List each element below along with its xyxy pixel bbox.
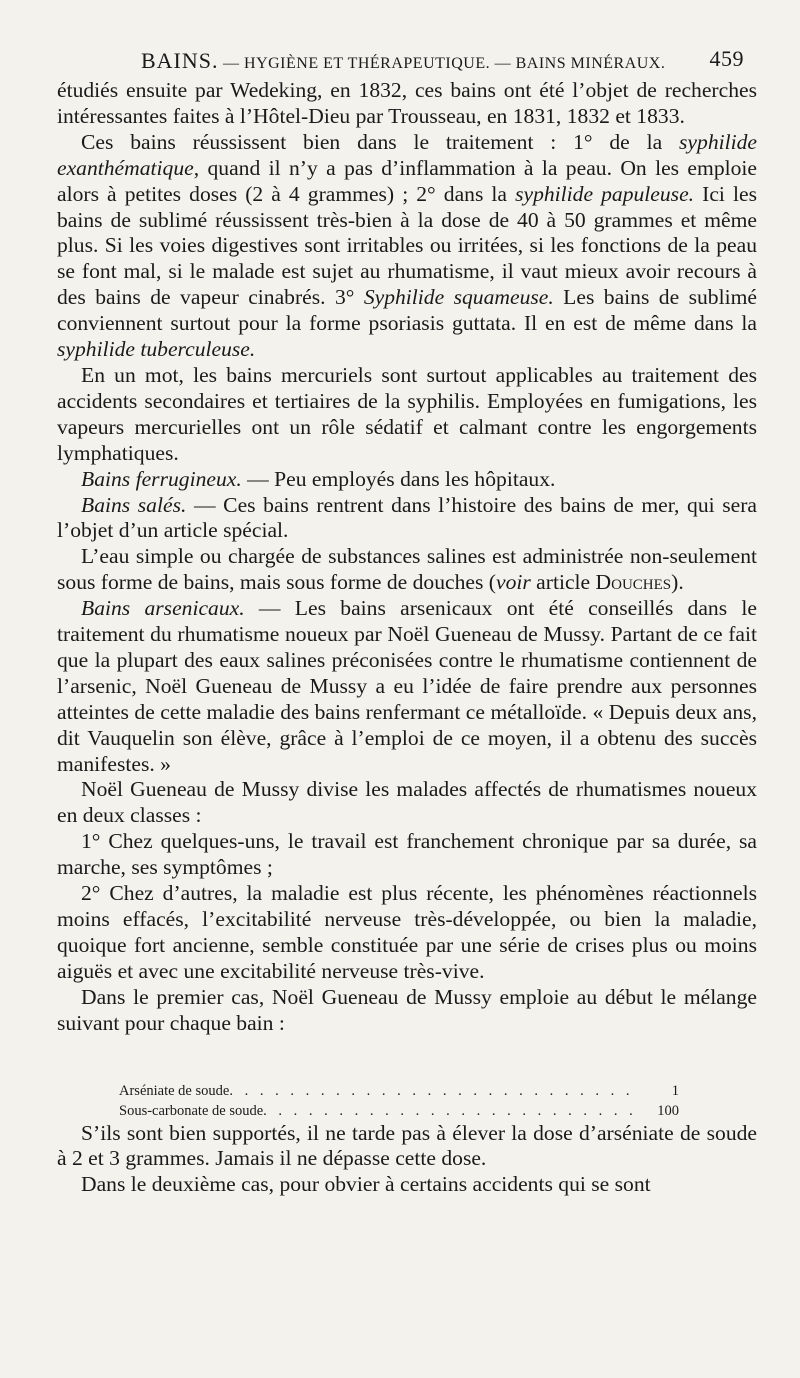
- running-header: [57, 44, 756, 78]
- italic-term: syphilide tuberculeuse.: [57, 337, 256, 362]
- recipe-row: [119, 1101, 679, 1121]
- italic-term: voir: [495, 570, 531, 595]
- body-text: [57, 78, 757, 1198]
- page-number: 459: [709, 46, 744, 71]
- text-run: — Ces bains rentrent dans l’histoire des bains de mer, qui sera l’objet d’un article spécial.: [57, 492, 757, 543]
- dot-leader: [263, 1101, 639, 1121]
- paragraph: 1° Chez quelques-uns, le travail est franchement chronique par sa durée, sa marche, ses symptômes ;: [57, 829, 757, 880]
- text-run: — Peu employés dans les hôpitaux.: [241, 466, 556, 491]
- recipe-table: [119, 1081, 679, 1121]
- paragraph: En un mot, les bains mercuriels sont surtout applicables au traitement des accidents secondaires et tertiaires de la syphilis. Employées en fumigations, les vapeurs mercurielles ont un rôle sédatif et calmant contre les engorgements lymphatiques.: [57, 362, 757, 465]
- paragraph: [57, 467, 757, 493]
- italic-term: syphilide exanthématique: [57, 129, 757, 180]
- paragraph: S’ils sont bien supportés, il ne tarde pas à élever la dose d’arséniate de soude à 2 et 3 grammes. Jamais il ne dépasse cette dose.: [57, 1120, 757, 1171]
- text-run: Ici les bains de sublimé réussissent très-bien à la dose de 40 à 50 grammes et même plus. Si les voies digestives sont irritables ou irritées, si les fonctions de la peau se font mal, si le malade est sujet au rhumatisme, il vaut mieux avoir recours à des bains de vapeur cinabrés. 3°: [57, 181, 757, 310]
- header-dash: —: [223, 55, 240, 72]
- text-run: — Les bains arsenicaux ont été conseillés dans le traitement du rhumatisme noueux par Noël Gueneau de Mussy. Partant de ce fait que la plupart des eaux salines préconisées contre le rhumatisme contiennent de l’arsenic, Noël Gueneau de Mussy a eu l’idée de faire prendre aux personnes atteintes de cette maladie des bains renfermant ce métalloïde. « Depuis deux ans, dit Vauquelin son élève, grâce à l’emploi de ce moyen, il a obtenu des succès manifestes. »: [57, 596, 757, 776]
- text-run: L’eau simple ou chargée de substances salines est administrée non-seulement sous forme de bains, mais sous forme de douches (: [57, 544, 757, 595]
- recipe-label: Sous-carbonate de soude: [119, 1102, 264, 1119]
- italic-term: syphilide papuleuse.: [515, 181, 695, 206]
- text-run: , quand il n’y a pas d’inflammation à la peau. On les emploie alors à petites doses (2 à 4 grammes) ; 2° dans la: [57, 155, 757, 206]
- paragraph: [57, 544, 757, 596]
- text-run: Ces bains réussissent bien dans le traitement : 1° de la: [81, 129, 680, 154]
- text-run: Les bains de sublimé conviennent surtout pour la forme psoriasis guttata. Il en est de même dans la: [57, 285, 757, 336]
- recipe-label: Arséniate de soude: [119, 1082, 230, 1099]
- italic-heading: Bains ferrugineux.: [81, 466, 242, 491]
- paragraph: Dans le deuxième cas, pour obvier à certains accidents qui se sont: [81, 1172, 651, 1197]
- header-title: [141, 48, 665, 74]
- italic-heading: Bains arsenicaux.: [81, 596, 245, 621]
- header-section: BAINS.: [141, 48, 219, 73]
- italic-heading: Bains salés.: [81, 492, 187, 517]
- paragraph: [57, 493, 757, 545]
- text-run: article: [530, 570, 596, 595]
- paragraph: [57, 596, 757, 777]
- dot-leader: [229, 1081, 639, 1101]
- small-caps-term: Douches: [595, 570, 672, 595]
- recipe-value: 1: [671, 1082, 679, 1099]
- paragraph: Noël Gueneau de Mussy divise les malades affectés de rhumatismes noueux en deux classes :: [57, 777, 757, 828]
- paragraph: Dans le premier cas, Noël Gueneau de Mussy emploie au début le mélange suivant pour chaque bain :: [57, 984, 757, 1035]
- header-subtopic: BAINS MINÉRAUX.: [515, 55, 666, 72]
- paragraph: 2° Chez d’autres, la maladie est plus récente, les phénomènes réactionnels moins effacés, l’excitabilité nerveuse très-développée, ou bien la maladie, quoique fort ancienne, semble constituée par une série de crises plus ou moins aiguës et avec une excitabilité nerveuse très-vive.: [57, 881, 757, 983]
- header-topic: HYGIÈNE ET THÉRAPEUTIQUE.: [244, 55, 491, 72]
- recipe-row: [119, 1081, 679, 1101]
- header-dash: —: [494, 55, 512, 72]
- italic-term: Syphilide squameuse.: [363, 285, 554, 310]
- paragraph: étudiés ensuite par Wedeking, en 1832, ces bains ont été l’objet de recherches intéressantes faites à l’Hôtel-Dieu par Trousseau, en 1831, 1832 et 1833.: [57, 78, 757, 128]
- text-run: ).: [671, 570, 684, 595]
- recipe-value: 100: [657, 1102, 679, 1119]
- paragraph: [57, 130, 757, 363]
